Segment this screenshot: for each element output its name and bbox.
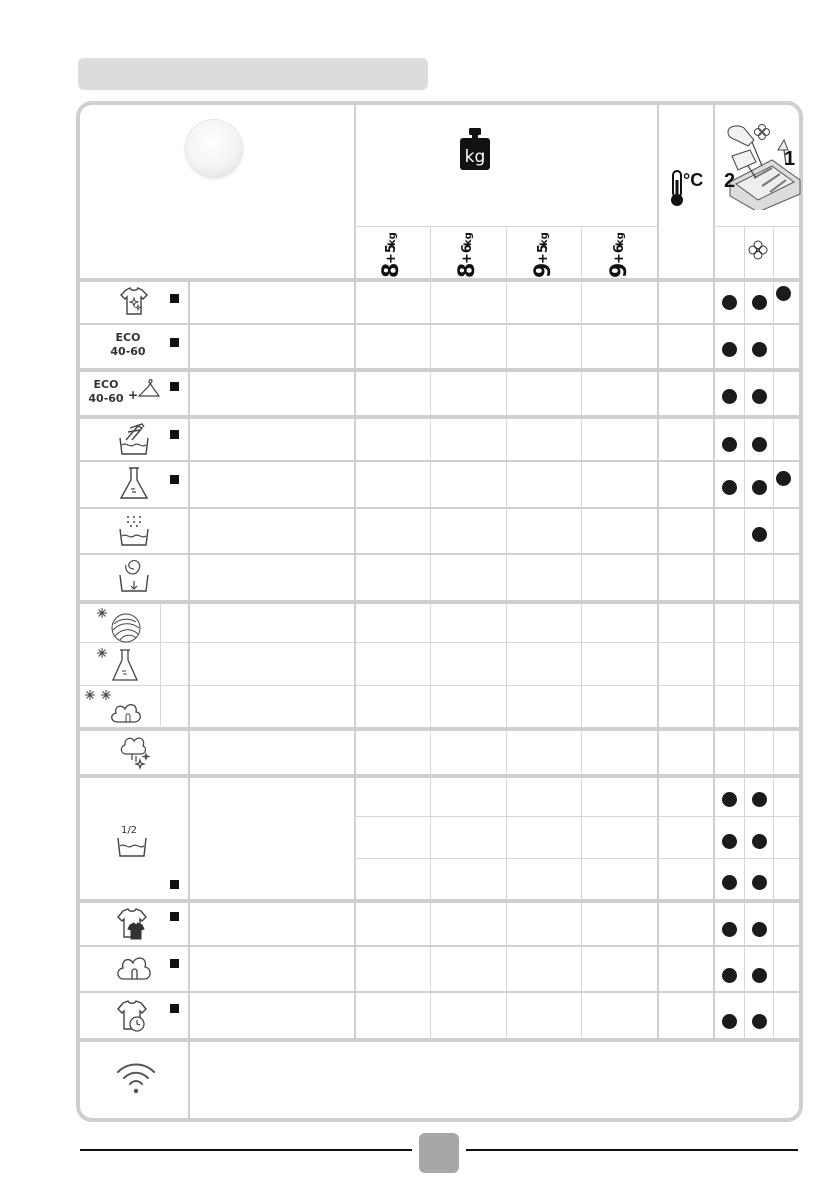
eco-label: ECO xyxy=(93,378,119,391)
compartment-dot xyxy=(752,922,767,937)
compartment-dot xyxy=(722,875,737,890)
drawer-label-1: 1 xyxy=(784,148,796,170)
capacity-extra: +6 xyxy=(460,244,475,264)
wool-dry-icon xyxy=(90,604,156,648)
footer-rule-left xyxy=(80,1149,412,1151)
grid-line xyxy=(80,685,801,686)
flask-icon xyxy=(112,462,156,506)
compartment-dot xyxy=(776,471,791,486)
cotton-icon xyxy=(112,947,156,991)
spin-drain-icon xyxy=(112,555,156,599)
eco-40-60-hanger-icon xyxy=(82,378,130,406)
half-load-icon xyxy=(112,828,156,872)
capacity-9-6 xyxy=(600,222,640,282)
grid-line xyxy=(354,858,801,859)
eco-range: 40-60 xyxy=(110,345,146,358)
capacity-main: 8 xyxy=(455,262,480,278)
capacity-main: 9 xyxy=(531,262,556,278)
grid-line xyxy=(506,226,507,1038)
cotton-dry-icon xyxy=(80,686,158,730)
compartment-dot xyxy=(752,295,767,310)
compartment-dot xyxy=(722,480,737,495)
capacity-8-6 xyxy=(448,222,488,282)
capacity-8-5 xyxy=(372,222,412,282)
program-selector-knob xyxy=(186,120,242,176)
grid-line xyxy=(188,1040,190,1118)
rinse-icon xyxy=(112,509,156,553)
temperature-label: °C xyxy=(683,170,704,190)
program-marker xyxy=(170,430,179,439)
grid-line xyxy=(80,945,801,947)
grid-line xyxy=(713,226,801,227)
capacity-extra: +5 xyxy=(536,244,551,264)
program-marker xyxy=(170,959,179,968)
grid-line xyxy=(80,278,801,282)
dark-tshirt-icon xyxy=(110,901,154,945)
compartment-dot xyxy=(776,286,791,301)
grid-line xyxy=(773,226,774,1038)
wifi-icon xyxy=(112,1058,160,1098)
synthetic-dry-icon xyxy=(90,644,156,688)
compartment-dot xyxy=(752,437,767,452)
capacity-unit: kg xyxy=(463,232,474,246)
compartment-dot xyxy=(752,792,767,807)
capacity-unit: kg xyxy=(615,232,626,246)
grid-line xyxy=(581,226,582,1038)
hanger-icon xyxy=(136,374,162,404)
program-marker xyxy=(170,382,179,391)
compartment-dot xyxy=(752,1014,767,1029)
compartment-dot xyxy=(722,834,737,849)
grid-line xyxy=(80,323,801,325)
steam-refresh-icon xyxy=(112,730,156,774)
grid-line xyxy=(80,1038,801,1042)
grid-line xyxy=(80,368,801,372)
compartment-dot xyxy=(722,437,737,452)
compartment-dot xyxy=(752,834,767,849)
half-load-label: 1/2 xyxy=(120,825,138,836)
flower-icon xyxy=(755,125,770,140)
capacity-9-5 xyxy=(524,222,564,282)
capacity-main: 9 xyxy=(607,262,632,278)
program-marker xyxy=(170,475,179,484)
compartment-dot xyxy=(722,389,737,404)
kg-weight-icon xyxy=(460,128,490,170)
page-number-badge xyxy=(419,1133,459,1173)
compartment-dot xyxy=(752,342,767,357)
grid-line xyxy=(160,604,161,726)
capacity-unit: kg xyxy=(539,232,550,246)
compartment-dot xyxy=(722,792,737,807)
compartment-dot xyxy=(722,922,737,937)
shirt-sparkle-icon xyxy=(112,280,156,324)
compartment-dot xyxy=(722,295,737,310)
compartment-dot xyxy=(722,1014,737,1029)
program-marker xyxy=(170,294,179,303)
compartment-dot xyxy=(752,389,767,404)
grid-line xyxy=(80,727,801,731)
capacity-unit: kg xyxy=(387,232,398,246)
eco-40-60-icon xyxy=(96,331,160,359)
grid-line xyxy=(80,460,801,462)
quick-timer-icon xyxy=(110,993,154,1037)
kg-label: kg xyxy=(464,147,486,167)
grid-line xyxy=(80,600,801,604)
plus-label: + xyxy=(128,388,139,402)
compartment-dot xyxy=(722,968,737,983)
compartment-dot xyxy=(752,527,767,542)
capacity-main: 8 xyxy=(379,262,404,278)
eco-range: 40-60 xyxy=(88,392,124,405)
grid-line xyxy=(80,415,801,419)
footer-rule-right xyxy=(466,1149,798,1151)
compartment-dot xyxy=(752,875,767,890)
compartment-dot xyxy=(752,968,767,983)
grid-line xyxy=(80,507,801,509)
grid-line xyxy=(80,991,801,993)
drawer-label-2: 2 xyxy=(724,170,736,192)
program-marker xyxy=(170,880,179,889)
program-table-frame xyxy=(76,101,803,1122)
grid-line xyxy=(744,226,745,1038)
program-marker xyxy=(170,338,179,347)
grid-line xyxy=(80,899,801,903)
program-marker xyxy=(170,912,179,921)
capacity-extra: +6 xyxy=(612,244,627,264)
grid-line xyxy=(80,642,801,643)
capacity-extra: +5 xyxy=(384,244,399,264)
eco-label: ECO xyxy=(115,331,141,344)
flower-icon xyxy=(748,240,768,260)
program-marker xyxy=(170,1004,179,1013)
compartment-dot xyxy=(722,342,737,357)
grid-line xyxy=(80,553,801,555)
hand-wash-icon xyxy=(112,418,156,462)
grid-line xyxy=(188,280,190,1038)
section-title-bar xyxy=(78,58,428,90)
grid-line xyxy=(430,226,431,1038)
grid-line xyxy=(80,774,801,778)
grid-line xyxy=(354,816,801,817)
compartment-dot xyxy=(752,480,767,495)
